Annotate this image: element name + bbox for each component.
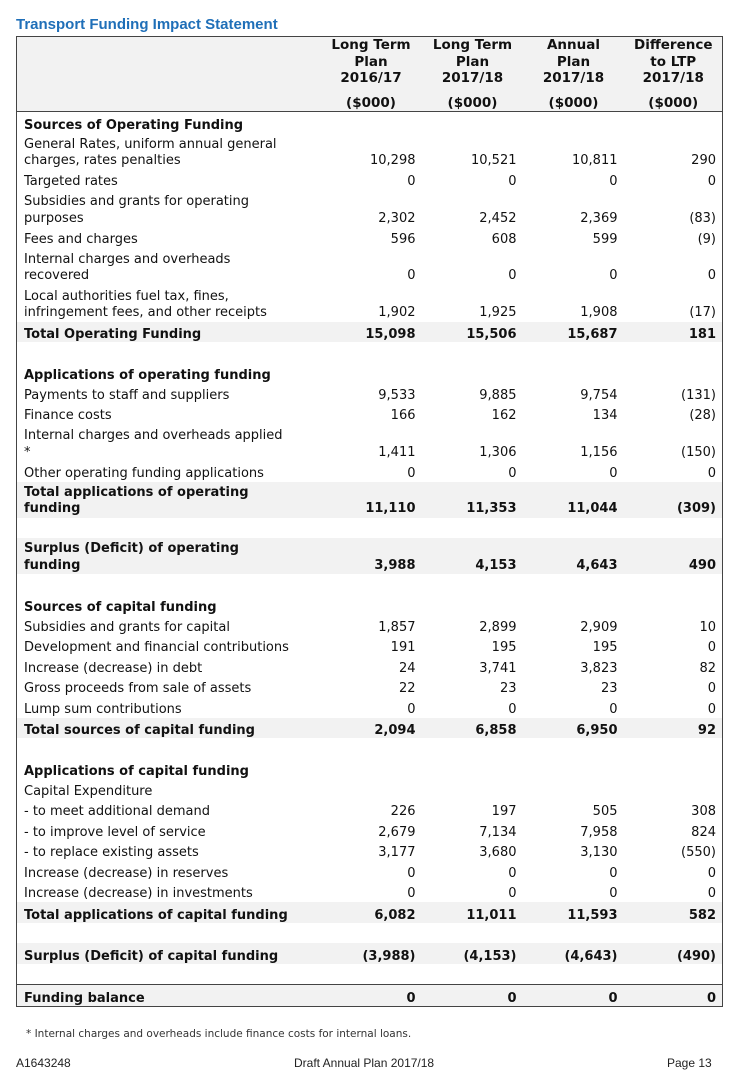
- table-row: [17, 882, 723, 903]
- table-header-row: [17, 37, 723, 112]
- table-row: [17, 285, 723, 322]
- section-heading-row: [17, 759, 723, 780]
- funding-balance-row: [17, 985, 723, 1007]
- cell-ltp-2017-18: 0: [508, 174, 517, 189]
- cell-ltp-2017-18: 7,134: [479, 824, 517, 840]
- cell-ltp-2016-17: 0: [407, 268, 416, 283]
- cell-difference: 0: [624, 985, 723, 1007]
- table-row: [17, 248, 723, 285]
- cell-ltp-2016-17: 11,110: [320, 482, 422, 518]
- cell-ltp-2017-18: (4,153): [422, 943, 523, 964]
- row-label: Targeted rates: [24, 174, 118, 189]
- spacer-row: [17, 574, 723, 595]
- table-row: [17, 190, 723, 227]
- cell-ltp-2017-18: 4,153: [422, 538, 523, 574]
- cell-ltp-2016-17: 24: [398, 660, 416, 676]
- cell-ltp-2017-18: 0: [508, 886, 517, 901]
- cell-ltp-2017-18: 10,521: [471, 153, 517, 168]
- row-label: [17, 190, 320, 227]
- row-label: [17, 482, 320, 518]
- cell-annual-plan: 1,908: [580, 305, 618, 320]
- table-row: [17, 424, 723, 461]
- spacer-row: [17, 342, 723, 363]
- row-label-line: recovered: [24, 268, 90, 283]
- header-unit: ($000): [447, 94, 498, 111]
- spacer-row: [17, 518, 723, 539]
- cell-ltp-2016-17: 0: [407, 865, 416, 881]
- header-text: Annual: [546, 37, 601, 53]
- cell-difference: 0: [707, 268, 716, 283]
- cell-ltp-2016-17: 0: [407, 886, 416, 901]
- header-difference-to-ltp: [624, 37, 723, 112]
- page-title: Transport Funding Impact Statement: [16, 16, 278, 33]
- table-row: [17, 461, 723, 482]
- cell-ltp-2017-18: 23: [499, 681, 517, 696]
- spacer-cell: [17, 738, 723, 759]
- row-label: [17, 424, 320, 461]
- cell-ltp-2016-17: 0: [407, 701, 416, 717]
- cell-annual-plan: 505: [592, 804, 618, 819]
- cell-ltp-2017-18: 2,899: [479, 619, 517, 635]
- table-row: [17, 697, 723, 718]
- cell-difference: 0: [707, 640, 716, 655]
- cell-annual-plan: 0: [609, 174, 618, 189]
- cell-ltp-2016-17: 9,533: [378, 387, 416, 403]
- row-label: Increase (decrease) in debt: [24, 660, 203, 676]
- cell-annual-plan: 134: [592, 408, 618, 423]
- row-label-line: General Rates, uniform annual general: [24, 136, 277, 152]
- cell-ltp-2016-17: 0: [407, 465, 416, 481]
- section-heading: Applications of operating funding: [24, 368, 271, 383]
- cell-ltp-2016-17: 191: [390, 640, 416, 655]
- header-text: 2017/18: [441, 70, 504, 86]
- footnote: * Internal charges and overheads include finance costs for internal loans.: [26, 1028, 412, 1040]
- cell-annual-plan: 0: [609, 886, 618, 901]
- cell-annual-plan: 0: [523, 985, 624, 1007]
- cell-annual-plan: (4,643): [523, 943, 624, 964]
- cell-ltp-2016-17: 22: [398, 681, 416, 696]
- table-row: [17, 820, 723, 841]
- row-label: - to replace existing assets: [24, 845, 199, 860]
- row-label: Increase (decrease) in reserves: [24, 865, 229, 881]
- cell-ltp-2017-18: 2,452: [479, 210, 517, 226]
- cell-annual-plan: 4,643: [523, 538, 624, 574]
- spacer-cell: [17, 342, 723, 363]
- cell-ltp-2016-17: 2,679: [378, 824, 416, 840]
- row-label: - to meet additional demand: [24, 804, 210, 819]
- row-label-line: charges, rates penalties: [24, 153, 181, 168]
- cell-ltp-2016-17: (3,988): [320, 943, 422, 964]
- cell-difference: 0: [707, 174, 716, 189]
- cell-ltp-2016-17: 1,411: [378, 444, 416, 460]
- row-label: Funding balance: [17, 985, 320, 1007]
- row-label: Surplus (Deficit) of capital funding: [17, 943, 320, 964]
- header-text: 2017/18: [642, 70, 704, 86]
- footer-doc-id: A1643248: [16, 1056, 71, 1070]
- cell-ltp-2017-18: 6,858: [422, 718, 523, 739]
- row-label: [17, 285, 320, 322]
- footer-doc-title: Draft Annual Plan 2017/18: [294, 1056, 435, 1070]
- cell-ltp-2016-17: 1,902: [378, 305, 416, 320]
- cell-difference: 0: [707, 865, 716, 881]
- cell-annual-plan: 599: [592, 231, 618, 247]
- cell-difference: 181: [624, 322, 723, 343]
- row-label: Finance costs: [24, 408, 112, 423]
- cell-ltp-2017-18: 3,680: [479, 845, 517, 860]
- table-row: [17, 383, 723, 404]
- row-label-line: Total applications of operating: [24, 484, 249, 500]
- row-label: Total Operating Funding: [17, 322, 320, 343]
- row-label: [17, 248, 320, 285]
- cell-annual-plan: 10,811: [572, 153, 618, 168]
- cell-ltp-2017-18: 3,741: [479, 660, 517, 676]
- cell-ltp-2016-17: 10,298: [370, 153, 416, 168]
- spacer-row: [17, 964, 723, 985]
- cell-annual-plan: 3,823: [580, 660, 618, 676]
- row-label-line: Local authorities fuel tax, fines,: [24, 288, 229, 304]
- cell-ltp-2017-18: 15,506: [422, 322, 523, 343]
- cell-difference: (131): [681, 387, 716, 403]
- cell-annual-plan: 2,909: [580, 619, 618, 635]
- row-label: Subsidies and grants for capital: [24, 619, 230, 635]
- cell-ltp-2016-17: 226: [390, 804, 416, 819]
- cell-ltp-2016-17: 1,857: [378, 619, 416, 635]
- header-unit: ($000): [548, 94, 599, 111]
- spacer-cell: [17, 923, 723, 944]
- cell-ltp-2017-18: 0: [508, 465, 517, 481]
- cell-difference: (150): [681, 444, 716, 460]
- header-text: to LTP: [650, 53, 697, 70]
- header-label-cell: [17, 37, 320, 112]
- spacer-cell: [17, 518, 723, 539]
- cell-ltp-2017-18: 9,885: [479, 387, 517, 403]
- cell-annual-plan: 11,044: [523, 482, 624, 518]
- cell-annual-plan: 9,754: [580, 387, 618, 403]
- cell-annual-plan: 0: [609, 465, 618, 481]
- cell-difference: 308: [691, 804, 716, 819]
- cell-difference: (550): [681, 845, 716, 860]
- cell-ltp-2017-18: 0: [508, 268, 517, 283]
- row-label-line: Surplus (Deficit) of operating: [24, 541, 239, 556]
- cell-ltp-2016-17: 0: [320, 985, 422, 1007]
- cell-difference: (9): [697, 231, 716, 247]
- total-row: [17, 538, 723, 574]
- cell-difference: 290: [691, 153, 716, 168]
- cell-difference: 10: [699, 619, 716, 635]
- table-row: [17, 615, 723, 636]
- cell-annual-plan: 1,156: [580, 444, 618, 460]
- cell-difference: 582: [624, 902, 723, 923]
- cell-ltp-2016-17: 2,302: [378, 210, 416, 226]
- section-heading: Sources of capital funding: [24, 600, 217, 615]
- header-text: Long Term: [432, 37, 513, 53]
- cell-ltp-2017-18: 0: [422, 985, 523, 1007]
- table-row: [17, 677, 723, 698]
- header-text: 2016/17: [340, 70, 402, 86]
- cell-annual-plan: 11,593: [523, 902, 624, 923]
- spacer-cell: [17, 964, 723, 985]
- cell-difference: 0: [707, 701, 716, 717]
- total-row: [17, 322, 723, 343]
- row-label: Other operating funding applications: [24, 465, 264, 481]
- header-ltp-2017-18: [422, 37, 523, 112]
- row-label-line: *: [24, 444, 31, 460]
- cell-ltp-2016-17: 3,177: [378, 845, 416, 860]
- header-text: Long Term: [331, 37, 411, 53]
- cell-ltp-2017-18: 11,011: [422, 902, 523, 923]
- total-row: [17, 902, 723, 923]
- total-row: [17, 718, 723, 739]
- total-row: [17, 482, 723, 518]
- row-label-line: Subsidies and grants for operating: [24, 194, 250, 209]
- cell-difference: 490: [624, 538, 723, 574]
- spacer-cell: [17, 574, 723, 595]
- row-label: Total sources of capital funding: [17, 718, 320, 739]
- cell-ltp-2017-18: 11,353: [422, 482, 523, 518]
- cell-ltp-2016-17: 0: [407, 174, 416, 189]
- cell-difference: (309): [624, 482, 723, 518]
- cell-annual-plan: 3,130: [580, 845, 618, 860]
- table-row: [17, 404, 723, 425]
- cell-difference: 0: [707, 886, 716, 901]
- funding-impact-table: [16, 36, 723, 1007]
- cell-ltp-2017-18: 0: [508, 865, 517, 881]
- cell-annual-plan: 23: [600, 681, 618, 696]
- spacer-row: [17, 923, 723, 944]
- section-heading-row: [17, 363, 723, 384]
- spacer-row: [17, 738, 723, 759]
- row-label: Fees and charges: [24, 231, 138, 247]
- row-label-line: Internal charges and overheads: [24, 251, 231, 267]
- total-row: [17, 943, 723, 964]
- header-annual-plan-2017-18: [523, 37, 624, 112]
- section-heading: Sources of Operating Funding: [24, 117, 244, 133]
- row-label: Capital Expenditure: [24, 783, 153, 799]
- row-label-line: funding: [24, 557, 81, 573]
- cell-difference: (28): [689, 408, 716, 423]
- cell-annual-plan: 7,958: [580, 824, 618, 840]
- cell-difference: (17): [689, 305, 716, 320]
- cell-difference: 82: [699, 660, 716, 676]
- cell-annual-plan: 0: [609, 865, 618, 881]
- cell-ltp-2016-17: 596: [390, 231, 416, 247]
- header-unit: ($000): [346, 94, 396, 111]
- section-heading: Applications of capital funding: [24, 764, 249, 779]
- cell-difference: (490): [624, 943, 723, 964]
- cell-annual-plan: 6,950: [523, 718, 624, 739]
- row-label-line: Internal charges and overheads applied: [24, 428, 283, 443]
- section-heading-row: [17, 595, 723, 616]
- cell-difference: 824: [691, 824, 716, 840]
- table-row: [17, 800, 723, 821]
- table-row: [17, 841, 723, 862]
- section-heading-row: [17, 112, 723, 133]
- row-label: Lump sum contributions: [24, 701, 182, 717]
- header-text: Plan: [455, 53, 490, 70]
- cell-annual-plan: 0: [609, 701, 618, 717]
- cell-annual-plan: 0: [609, 268, 618, 283]
- footer-page-number: Page 13: [667, 1056, 712, 1070]
- cell-ltp-2017-18: 195: [491, 640, 517, 655]
- row-label: Increase (decrease) in investments: [24, 886, 253, 901]
- cell-difference: 0: [707, 681, 716, 696]
- row-label: Gross proceeds from sale of assets: [24, 681, 252, 696]
- row-label: Development and financial contributions: [24, 640, 289, 655]
- cell-ltp-2017-18: 0: [508, 701, 517, 717]
- header-text: Plan: [354, 53, 388, 70]
- cell-ltp-2016-17: 2,094: [320, 718, 422, 739]
- cell-difference: 92: [624, 718, 723, 739]
- row-label: - to improve level of service: [24, 824, 206, 840]
- header-unit: ($000): [648, 94, 699, 111]
- row-label-line: purposes: [24, 210, 84, 226]
- row-label: [17, 538, 320, 574]
- row-label: [17, 133, 320, 170]
- table-row: [17, 227, 723, 248]
- row-label: Total applications of capital funding: [17, 902, 320, 923]
- header-ltp-2016-17: [320, 37, 422, 112]
- cell-ltp-2017-18: 1,925: [479, 305, 517, 320]
- cell-ltp-2016-17: 15,098: [320, 322, 422, 343]
- table-row: [17, 170, 723, 191]
- row-label-line: infringement fees, and other receipts: [24, 305, 267, 320]
- cell-difference: (83): [689, 210, 716, 226]
- cell-ltp-2017-18: 162: [491, 408, 517, 423]
- table-row: [17, 636, 723, 657]
- table-row: [17, 779, 723, 800]
- header-text: 2017/18: [542, 70, 605, 86]
- header-text: Plan: [556, 53, 591, 70]
- cell-annual-plan: 2,369: [580, 210, 618, 226]
- table-row: [17, 861, 723, 882]
- cell-annual-plan: 195: [592, 640, 618, 655]
- table-row: [17, 133, 723, 170]
- header-text: Difference: [633, 37, 713, 53]
- cell-ltp-2016-17: 166: [390, 408, 416, 423]
- cell-ltp-2017-18: 608: [491, 231, 517, 247]
- cell-difference: 0: [707, 465, 716, 481]
- row-label: Payments to staff and suppliers: [24, 387, 230, 403]
- cell-ltp-2017-18: 197: [491, 804, 517, 819]
- table-row: [17, 656, 723, 677]
- cell-ltp-2017-18: 1,306: [479, 444, 517, 460]
- cell-ltp-2016-17: 6,082: [320, 902, 422, 923]
- cell-ltp-2016-17: 3,988: [320, 538, 422, 574]
- cell-annual-plan: 15,687: [523, 322, 624, 343]
- row-label-line: funding: [24, 501, 81, 516]
